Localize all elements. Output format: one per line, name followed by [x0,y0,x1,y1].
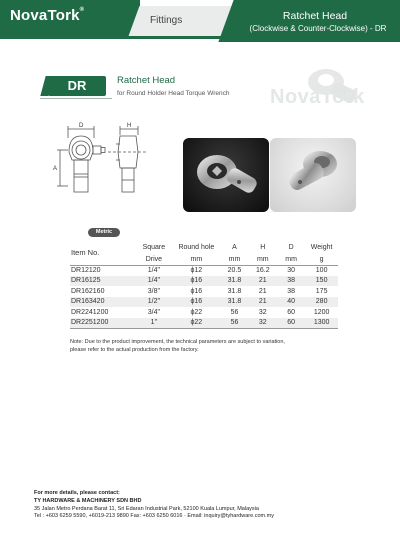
col-header-a: A [232,244,237,251]
cell-hole: ϕ12 [172,265,220,276]
col-unit-h: mm [256,256,269,264]
cell-weight: 280 [305,297,338,308]
cell-item: DR16125 [70,276,135,287]
cell-item: DR162160 [70,286,135,297]
product-photo-dark [183,138,269,212]
cell-a: 31.8 [220,286,248,297]
cell-item: DR2241200 [70,307,135,318]
cell-d: 38 [277,286,305,297]
table-row [70,297,338,308]
note-line-1: Note: Due to the product improvement, the technical parameters are subject to variation, [70,339,285,345]
brand-logo: NovaTork® [10,7,85,24]
cell-hole: ϕ22 [172,318,220,329]
cell-a: 56 [220,318,248,329]
cell-weight: 1300 [305,318,338,329]
table-row [70,307,338,318]
cell-weight: 175 [305,286,338,297]
col-header-item: Item No. [71,247,100,257]
cell-h: 21 [249,276,277,287]
table-row [70,318,338,329]
col-unit-weight: g [319,256,324,264]
col-header-hole: Round hole [178,244,215,251]
col-unit-hole: mm [190,256,203,264]
header-rule [0,36,236,39]
page-header [0,0,400,42]
col-unit-drive: Drive [145,256,163,264]
footer-contact-heading: For more details, please contact: [34,490,120,496]
table-header-row [70,238,338,255]
product-title: Ratchet Head [117,75,176,86]
dimension-label-h: H [127,123,132,129]
col-header-d: D [288,244,294,251]
cell-h: 32 [249,307,277,318]
col-header-drive: Square [142,244,166,251]
cell-drive: 1/4" [135,265,172,276]
cell-d: 60 [277,318,305,329]
cell-d: 40 [277,297,305,308]
col-header-weight: Weight [310,244,333,251]
cell-h: 32 [249,318,277,329]
cell-hole: ϕ16 [172,276,220,287]
cell-drive: 3/8" [135,286,172,297]
product-code: DR [67,78,87,93]
category-label: Fittings [150,15,183,26]
cell-d: 38 [277,276,305,287]
header-title: Ratchet Head [282,10,348,22]
cell-a: 20.5 [220,265,248,276]
cell-d: 30 [277,265,305,276]
brand-watermark: NovaTork [270,86,365,108]
cell-a: 31.8 [220,297,248,308]
cell-drive: 3/4" [135,307,172,318]
cell-d: 60 [277,307,305,318]
dimension-label-a: A [53,166,58,172]
col-header-h: H [260,244,266,251]
cell-item: DR2251200 [70,318,135,329]
cell-h: 21 [249,297,277,308]
cell-drive: 1/2" [135,297,172,308]
table-row [70,265,338,276]
cell-a: 56 [220,307,248,318]
cell-hole: ϕ16 [172,286,220,297]
cell-drive: 1/4" [135,276,172,287]
cell-item: DR163420 [70,297,135,308]
header-subtitle: (Clockwise & Counter-Clockwise) - DR [249,24,387,33]
note-line-2: please refer to the actual production from the factory. [70,347,199,353]
col-unit-a: mm [228,256,241,264]
col-unit-d: mm [285,256,297,264]
technical-drawing [48,122,160,214]
cell-weight: 1200 [305,307,338,318]
dimension-label-d: D [79,123,84,129]
code-underline [40,98,112,99]
footer-address: 35 Jalan Metro Perdana Barat 11, Sri Edaran Industrial Park, 52100 Kuala Lumpur, Malaysia [34,506,259,512]
cell-h: 16.2 [249,265,277,276]
product-photo-light [270,138,356,212]
footer-phone-email: Tel : +603 6259 5590, +6019-213 9890 Fax: +603 6250 6016 · Email: inquiry@tyhardware.com.my [34,513,274,519]
cell-item: DR12120 [70,265,135,276]
cell-drive: 1" [135,318,172,329]
cell-hole: ϕ22 [172,307,220,318]
spec-table [70,238,338,329]
cell-weight: 100 [305,265,338,276]
footer-company-name: TY HARDWARE & MACHINERY SDN BHD [34,498,142,504]
product-subtitle: for Round Holder Head Torque Wrench [117,90,230,97]
cell-a: 31.8 [220,276,248,287]
table-row [70,276,338,287]
cell-hole: ϕ16 [172,297,220,308]
table-row [70,286,338,297]
cell-h: 21 [249,286,277,297]
cell-weight: 150 [305,276,338,287]
metric-tab: Metric [88,228,120,237]
